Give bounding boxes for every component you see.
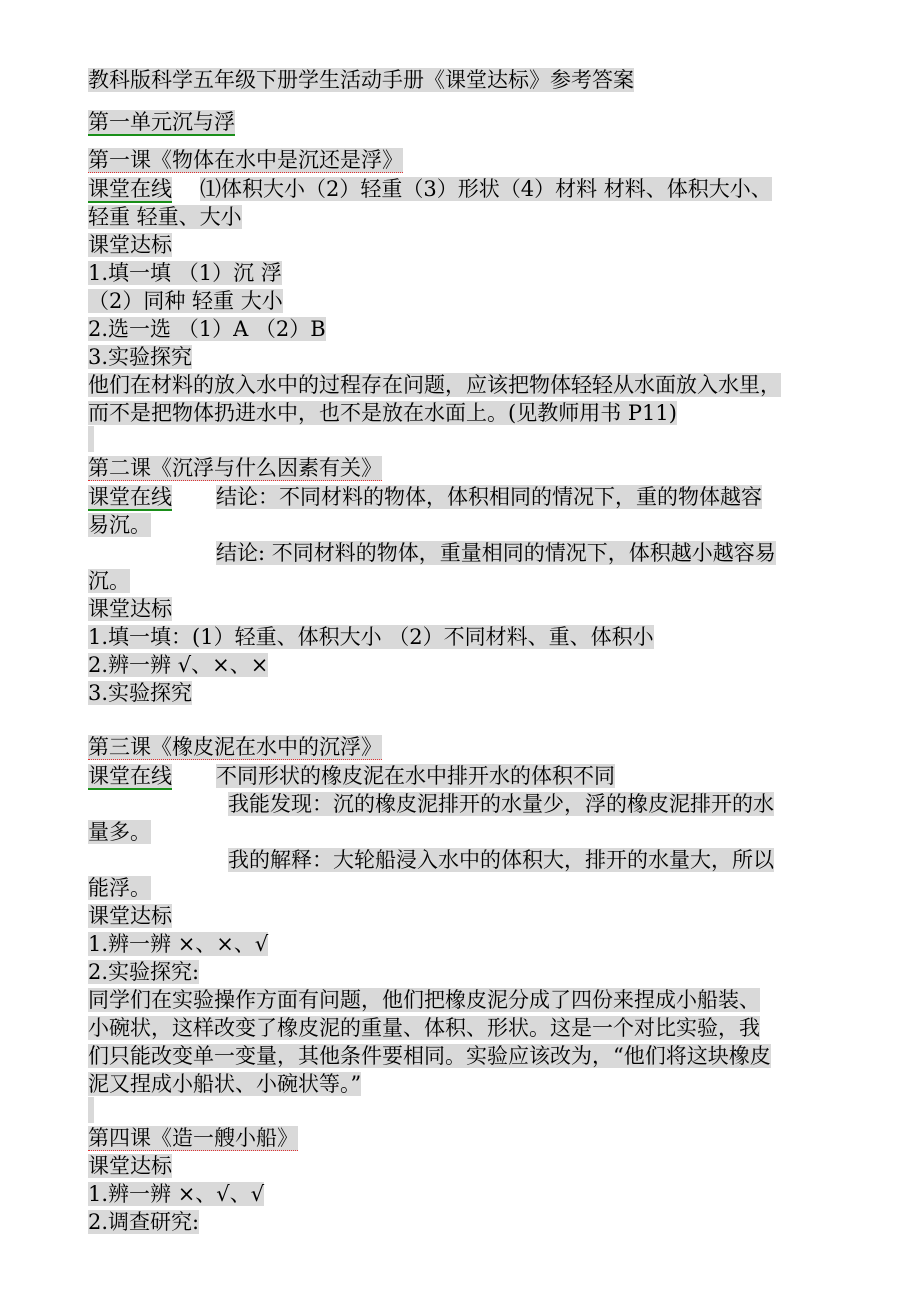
lesson2-answer-2: 2.辨一辨 √、×、× — [88, 653, 269, 677]
lesson1-answer-3: 2.选一选 （1）A （2）B — [88, 317, 326, 341]
lesson2-standard: 课堂达标 — [88, 597, 172, 621]
online-label: 课堂在线 — [88, 177, 172, 201]
blank-line-marker — [88, 1097, 94, 1123]
lesson2-online-3: 结论: 不同材料的物体，重量相同的情况下，体积越小越容易 — [216, 541, 776, 565]
lesson3-online-5: 能浮。 — [88, 876, 151, 900]
lesson1-title: 第一课《物体在水中是沉还是浮》 — [88, 148, 403, 172]
lesson3-online-2: 我能发现：沉的橡皮泥排开的水量少，浮的橡皮泥排开的水 — [228, 792, 774, 816]
lesson4-answer-2: 2.调查研究: — [88, 1210, 200, 1234]
lesson1-answer-2: （2）同种 轻重 大小 — [88, 289, 283, 313]
lesson3-online-line: 课堂在线 不同形状的橡皮泥在水中排开水的体积不同 — [88, 764, 615, 788]
lesson3-answer-6: 泥又捏成小船状、小碗状等。” — [88, 1072, 362, 1096]
lesson4-answer-1: 1.辨一辨 ×、√、√ — [88, 1182, 265, 1206]
lesson3-standard: 课堂达标 — [88, 904, 172, 928]
lesson2-online-line: 课堂在线 结论：不同材料的物体，体积相同的情况下，重的物体越容 — [88, 485, 762, 509]
lesson1-answer-6: 而不是把物体扔进水中，也不是放在水面上。(见教师用书 P11) — [88, 401, 677, 425]
lesson3-online-3: 量多。 — [88, 820, 151, 844]
lesson3-answer-4: 小碗状，这样改变了橡皮泥的重量、体积、形状。这是一个对比实验，我 — [88, 1016, 760, 1040]
online-label: 课堂在线 — [88, 485, 172, 509]
lesson1-standard: 课堂达标 — [88, 233, 172, 257]
lesson3-answer-1: 1.辨一辨 ×、×、√ — [88, 932, 269, 956]
lesson2-answer-1: 1.填一填：(1）轻重、体积大小 （2）不同材料、重、体积小 — [88, 625, 654, 649]
blank-line-marker — [88, 426, 94, 452]
lesson1-answer-1: 1.填一填 （1）沉 浮 — [88, 261, 282, 285]
lesson1-online-line: 课堂在线 ⑴体积大小（2）轻重（3）形状（4）材料 材料、体积大小、 — [88, 177, 772, 201]
lesson2-title: 第二课《沉浮与什么因素有关》 — [88, 456, 382, 480]
lesson3-answer-2: 2.实验探究: — [88, 960, 200, 984]
doc-title: 教科版科学五年级下册学生活动手册《课堂达标》参考答案 — [88, 68, 634, 92]
lesson3-title: 第三课《橡皮泥在水中的沉浮》 — [88, 735, 382, 759]
lesson2-online-4: 沉。 — [88, 569, 130, 593]
lesson2-answer-3: 3.实验探究 — [88, 681, 193, 705]
lesson3-answer-3: 同学们在实验操作方面有问题，他们把橡皮泥分成了四份来捏成小船装、 — [88, 988, 760, 1012]
lesson1-answer-4: 3.实验探究 — [88, 345, 193, 369]
lesson3-answer-5: 们只能改变单一变量，其他条件要相同。实验应该改为，“他们将这块橡皮 — [88, 1044, 771, 1068]
lesson1-answer-5: 他们在材料的放入水中的过程存在问题，应该把物体轻轻从水面放入水里， — [88, 373, 781, 397]
unit-heading: 第一单元沉与浮 — [88, 110, 235, 134]
lesson1-online-cont: 轻重 轻重、大小 — [88, 205, 242, 229]
lesson4-standard: 课堂达标 — [88, 1154, 172, 1178]
lesson2-online-cont: 易沉。 — [88, 513, 151, 537]
online-label: 课堂在线 — [88, 764, 172, 788]
lesson4-title: 第四课《造一艘小船》 — [88, 1126, 298, 1150]
lesson3-online-4: 我的解释：大轮船浸入水中的体积大，排开的水量大，所以 — [228, 848, 774, 872]
